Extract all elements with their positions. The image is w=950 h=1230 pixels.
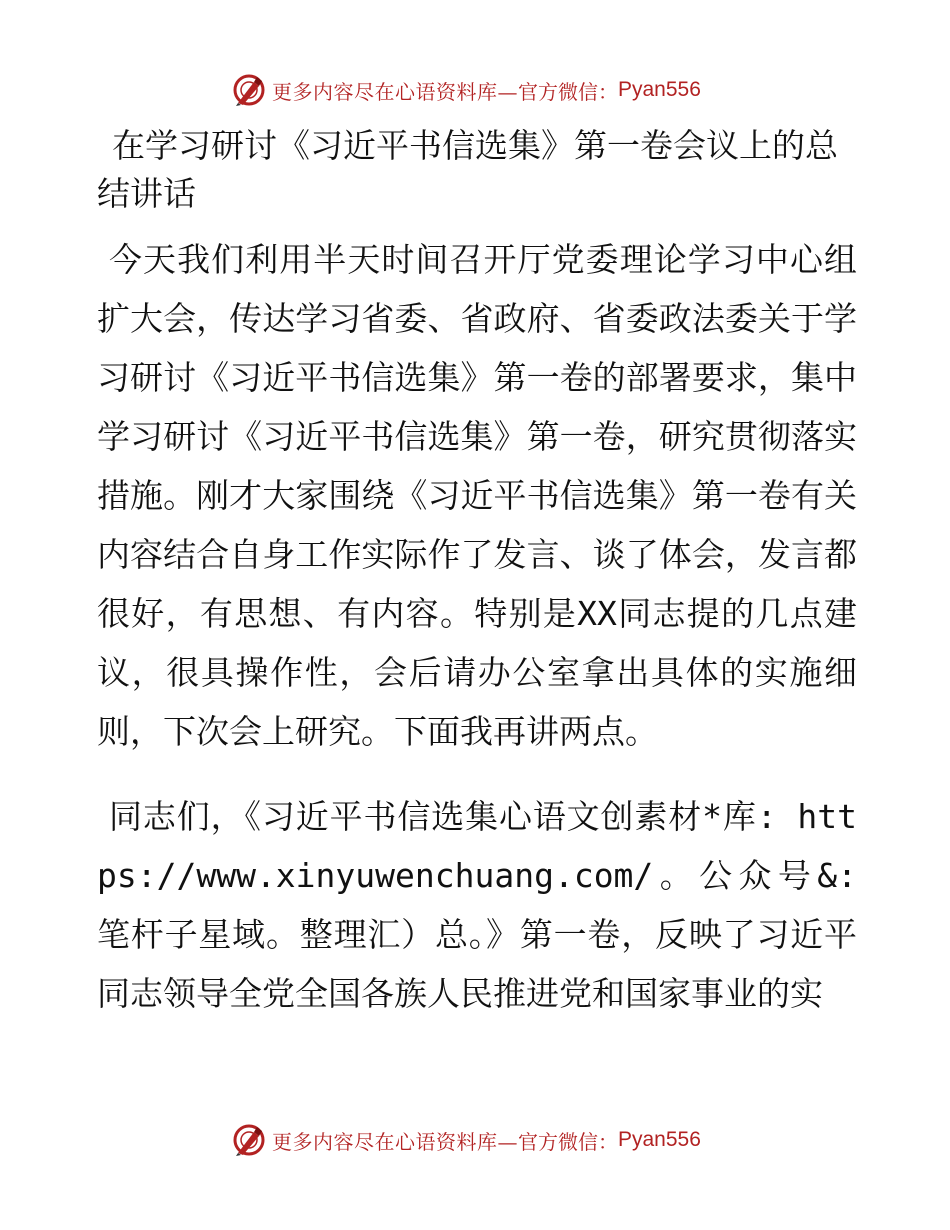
header-banner	[232, 72, 701, 108]
paragraph: 同志们，《习近平书信选集心语文创素材*库: https://www.xinyuwenchuang.com/。公众号&: 笔杆子星域。整理汇）总。》第一卷，反映了习近平同志领导全党全国各族人民推进党和国家事业的实	[97, 797, 857, 1013]
banner-wechat-id: Pyan556	[618, 1128, 701, 1151]
banner-text: 更多内容尽在心语资料库—	[272, 79, 518, 104]
banner-wechat-label: 官方微信：	[518, 79, 618, 104]
banner-text: 更多内容尽在心语资料库—	[272, 1129, 518, 1154]
document-body	[97, 122, 857, 1049]
pen-logo-icon	[232, 1123, 266, 1157]
paragraph: 今天我们利用半天时间召开厅党委理论学习中心组扩大会，传达学习省委、省政府、省委政法委关于学习研讨《习近平书信选集》第一卷的部署要求，集中学习研讨《习近平书信选集》第一卷，研究贯彻落实措施。刚才大家围绕《习近平书信选集》第一卷有关内容结合自身工作实际作了发言、谈了体会，发言都很好，有思想、有内容。特别是XX同志提的几点建议，很具操作性，会后请办公室拿出具体的实施细则，下次会上研究。下面我再讲两点。	[97, 240, 857, 751]
footer-banner	[232, 1122, 701, 1158]
document-title: 在学习研讨《习近平书信选集》第一卷会议上的总结讲话	[97, 126, 838, 213]
banner-wechat-label: 官方微信：	[518, 1129, 618, 1154]
pen-logo-icon	[232, 73, 266, 107]
banner-wechat-id: Pyan556	[618, 78, 701, 101]
